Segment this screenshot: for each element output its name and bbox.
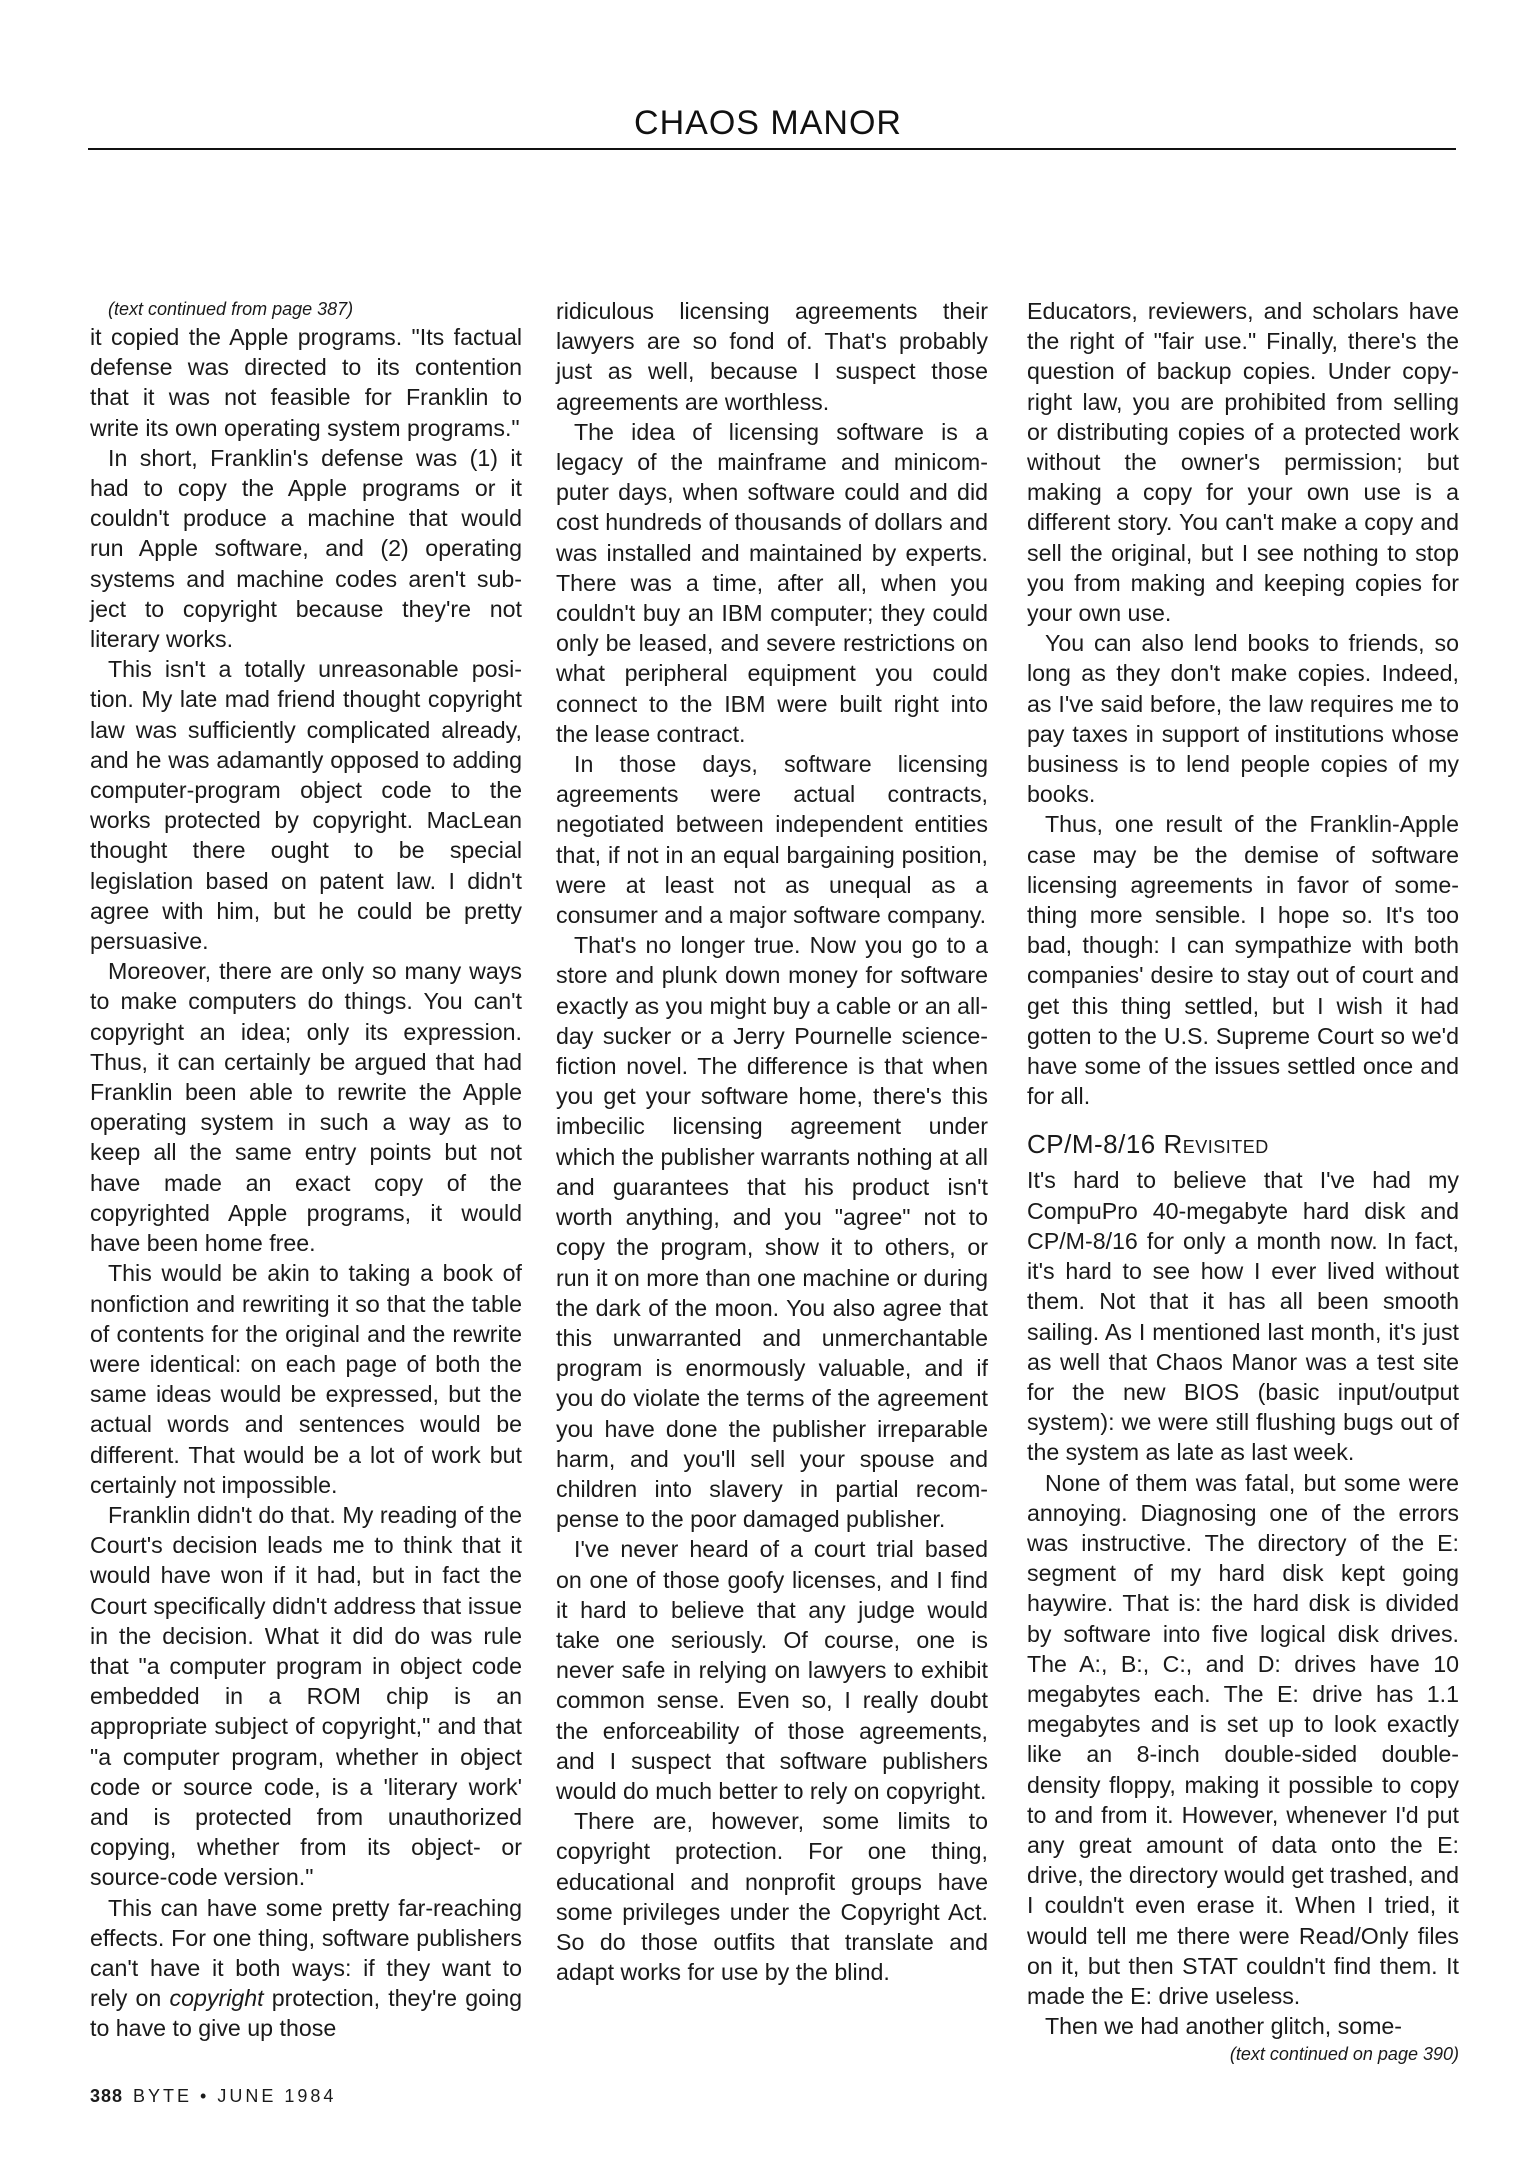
column-2 bbox=[556, 296, 988, 1987]
emphasis-text: copyright bbox=[169, 1985, 264, 2012]
paragraph: The idea of licensing software is a legacy of the mainframe and minicomputer days, when software could and did cost hundreds of thousands of dollars and was installed and maintained by experts. There was a time, after all, when you couldn't buy an IBM computer; they could only be leased, and severe restrictions on what peripheral equipment you could connect to the IBM were built right into the lease contract. bbox=[556, 418, 988, 747]
page-number: 388 bbox=[90, 2086, 124, 2106]
paragraph: Franklin didn't do that. My reading of the Court's decision leads me to think that it would have won if it had, but in fact the Court specifically didn't address that issue in the decision. What it did do was rule that "a computer program in object code embedded in a ROM chip is an appropriate subject of copyright," and that "a computer program, whether in object code or source code, is a 'literary work' and is protected from unauthorized copying, whether from its object- or source-code version." bbox=[90, 1501, 522, 1891]
header-rule bbox=[88, 148, 1456, 150]
paragraph: None of them was fatal, but some were annoying. Diagnosing one of the errors was instructive. The directory of the E: segment of my hard disk kept going haywire. That is: the hard disk is divided by software into five logical disk drives. The A:, B:, C:, and D: drives have 10 megabytes each. The E: drive has 1.1 megabytes and is set up to look exactly like an 8-inch double-sided double-density floppy, making it possible to copy to and from it. However, whenever I'd put any great amount of data onto the E: drive, the directory would get trashed, and I couldn't even erase it. When I tried, it would tell me there were Read/Only files on it, but then STAT couldn't find them. It made the E: drive useless. bbox=[1027, 1469, 1459, 2009]
paragraph bbox=[90, 1893, 522, 2044]
paragraph: This would be akin to taking a book of nonfiction and rewriting it so that the table of contents for the original and the rewrite were identical: on each page of both the same ideas would be expressed, but the actual words and sentences would be different. That would be a lot of work but certainly not impossible. bbox=[90, 1260, 522, 1498]
paragraph: I've never heard of a court trial based on one of those goofy licenses, and I find it hard to believe that any judge would take one seriously. Of course, one is never safe in relying on lawyers to exhibit common sense. Even so, I really doubt the enforceability of those agreements, and I suspect that software publishers would do much better to rely on copyright. bbox=[556, 1536, 988, 1804]
paragraph: This isn't a totally unreasonable position. My late mad friend thought copyright law was sufficiently complicated already, and he was adamantly opposed to adding computer-program object code to the works protected by copyright. MacLean thought there ought to be special legislation based on patent law. I didn't agree with him, but he could be pretty persuasive. bbox=[90, 656, 522, 955]
paragraph: it copied the Apple programs. "Its factual defense was directed to its contention that it was not feasible for Franklin to write its own operating system programs." bbox=[90, 324, 522, 441]
paragraph: It's hard to believe that I've had my CompuPro 40-megabyte hard disk and CP/M-8/16 for only a month now. In fact, it's hard to see how I ever lived without them. Not that it has all been smooth sailing. As I mentioned last month, it's just as well that Chaos Manor was a test site for the new BIOS (basic input/output system): we were still flushing bugs out of the system as late as last week. bbox=[1027, 1167, 1459, 1466]
section-heading: CP/M-8/16 Revisited bbox=[1027, 1129, 1269, 1160]
paragraph: There are, however, some limits to copyright protection. For one thing, educational and nonprofit groups have some privileges under the Copyright Act. So do those outfits that translate and adapt works for use by the blind. bbox=[556, 1808, 988, 1986]
paragraph: Thus, one result of the Franklin-Apple case may be the demise of software licensing agreements in favor of something more sensible. I hope so. It's too bad, though: I can sympathize with both companies' desire to stay out of court and get this thing settled, but I wish it had gotten to the U.S. Supreme Court so we'd have some of the issues settled once and for all. bbox=[1027, 811, 1459, 1110]
page-footer bbox=[90, 2086, 336, 2107]
continued-from-note: (text continued from page 387) bbox=[108, 299, 354, 319]
paragraph: ridiculous licensing agreements their lawyers are so fond of. That's probably just as well, because I suspect those agreements are worthless. bbox=[556, 298, 988, 415]
paragraph-text: This can have some pretty far-reaching effects. For one thing, software publishers can't have it both ways: if they want to rely on bbox=[90, 1894, 522, 2012]
paragraph: You can also lend books to friends, so long as they don't make copies. Indeed, as I've said before, the law requires me to pay taxes in support of institutions whose business is to lend people copies of my books. bbox=[1027, 630, 1459, 808]
continued-on-note: (text continued on page 390) bbox=[1229, 2044, 1459, 2065]
paragraph: That's no longer true. Now you go to a store and plunk down money for software exactly as you might buy a cable or an all-day sucker or a Jerry Pournelle science-fiction novel. The difference is that when you get your software home, there's this imbecilic licensing agreement under which the publisher warrants nothing at all and guarantees that his product isn't worth anything, and you "agree" not to copy the program, show it to others, or run it on more than one machine or during the dark of the moon. You also agree that this unwarranted and unmerchantable program is enormously valuable, and if you do violate the terms of the agreement you have done the publisher irreparable harm, and you'll sell your spouse and children into slavery in partial recompense to the poor damaged publisher. bbox=[556, 932, 988, 1533]
paragraph: Then we had another glitch, some- bbox=[1045, 2013, 1403, 2040]
paragraph: Moreover, there are only so many ways to make computers do things. You can't copyright an idea; only its expression. Thus, it can certainly be argued that had Franklin been able to rewrite the Apple operating system in such a way as to keep all the same entry points but not have made an exact copy of the copyrighted Apple programs, it would have been home free. bbox=[90, 958, 522, 1257]
running-head: CHAOS MANOR bbox=[634, 104, 902, 142]
column-1 bbox=[90, 296, 522, 2044]
column-3 bbox=[1027, 296, 1459, 2067]
paragraph: Educators, reviewers, and scholars have the right of "fair use." Finally, there's the question of backup copies. Under copyright law, you are prohibited from selling or distributing copies of a protected work without the owner's permission; but making a copy for your own use is a different story. You can't make a copy and sell the original, but I see nothing to stop you from making and keeping copies for your own use. bbox=[1027, 298, 1459, 627]
paragraph: In short, Franklin's defense was (1) it had to copy the Apple programs or it couldn't produce a machine that would run Apple software, and (2) operating systems and machine codes aren't subject to copyright because they're not literary works. bbox=[90, 444, 522, 653]
paragraph-text: protection, they're going to have to give up those bbox=[90, 1985, 522, 2042]
issue-line: BYTE • JUNE 1984 bbox=[133, 2086, 337, 2106]
paragraph: In those days, software licensing agreements were actual contracts, negotiated between independent entities that, if not in an equal bargaining position, were at least not as unequal as a consumer and a major software company. bbox=[556, 751, 988, 929]
